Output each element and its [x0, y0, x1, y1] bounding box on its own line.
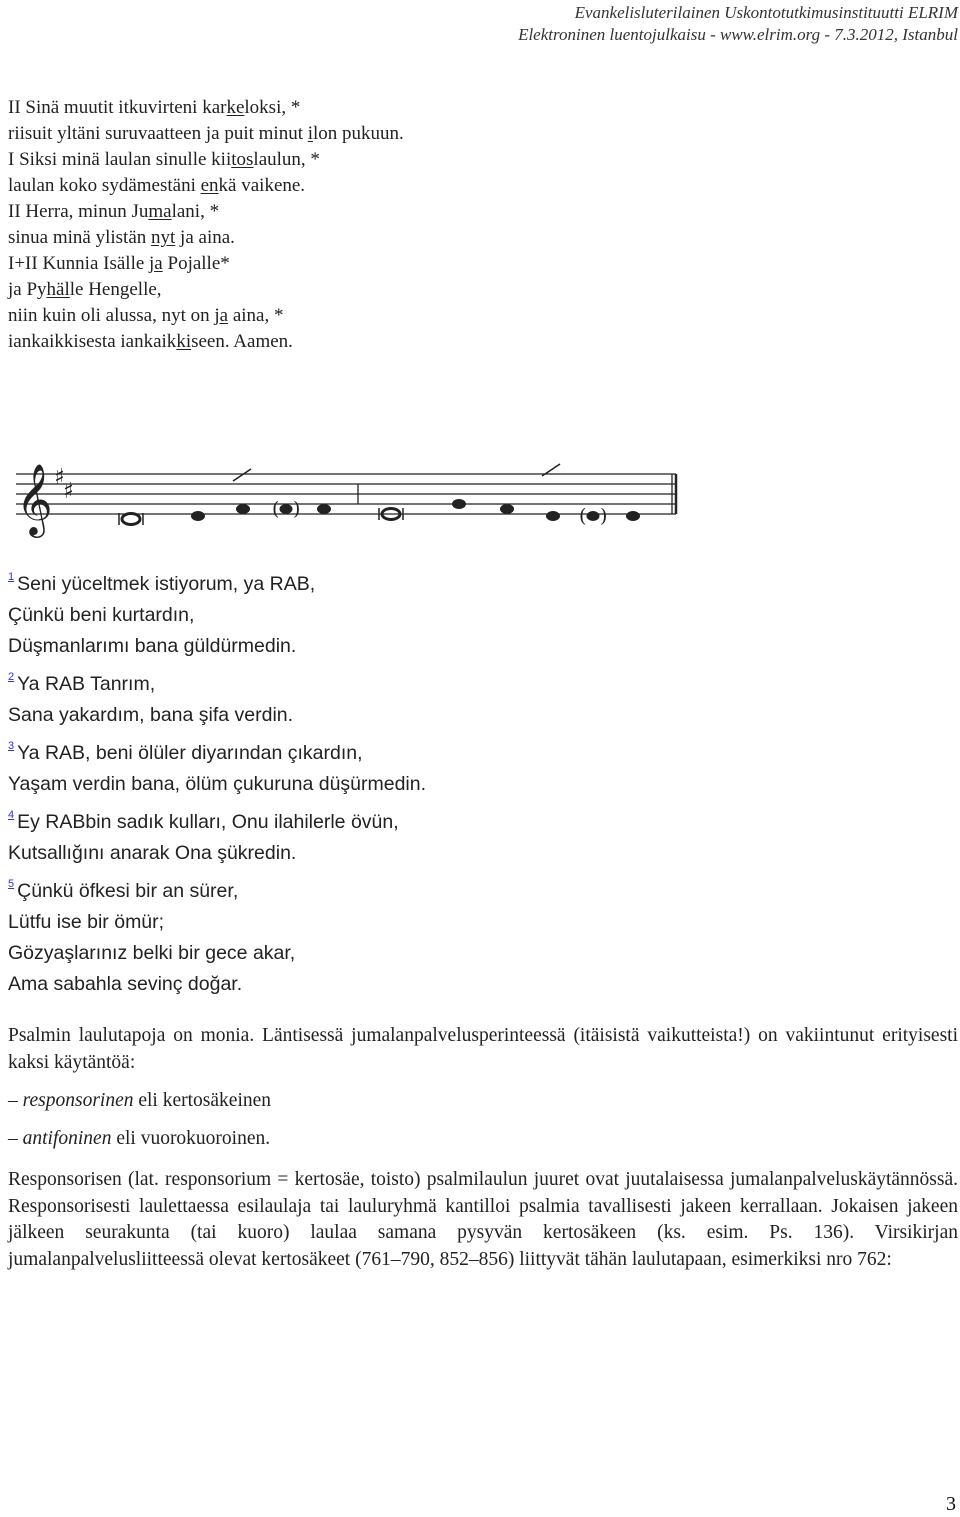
- psalm-line: [8, 199, 404, 225]
- verse-text: Çünkü beni kurtardın,: [8, 604, 195, 626]
- accent-syllable: en: [200, 175, 219, 196]
- accent-syllable: ki: [176, 331, 192, 352]
- verse-line: [8, 869, 426, 907]
- svg-text:(: (: [272, 498, 280, 520]
- verse-line: [8, 631, 426, 662]
- psalm-line: [8, 303, 404, 329]
- psalm-line-part: laulun, *: [253, 149, 320, 170]
- page-header: [518, 2, 958, 46]
- psalm-line-part: aina, *: [228, 305, 284, 326]
- psalm-line-part: lani, *: [171, 201, 220, 222]
- svg-text:(: (: [579, 505, 587, 527]
- accent-syllable: tos: [231, 149, 254, 170]
- psalm-line-part: II Sinä muutit itkuvirteni kar: [8, 97, 227, 118]
- accent-syllable: ke: [226, 97, 245, 118]
- accent-syllable: nyt: [151, 227, 176, 248]
- verse-line: [8, 562, 426, 600]
- svg-text:): ): [293, 498, 301, 520]
- accent-syllable: i: [307, 123, 314, 144]
- page-number: 3: [946, 1493, 956, 1515]
- psalm-line: [8, 277, 404, 303]
- sharp-icon: ♯: [63, 479, 74, 504]
- verse-text: Çünkü öfkesi bir an sürer,: [17, 880, 239, 902]
- svg-text:): ): [600, 505, 608, 527]
- treble-clef-icon: 𝄞: [16, 462, 53, 535]
- verse-text: Ey RABbin sadık kulları, Onu ilahilerle övün,: [17, 811, 399, 833]
- verse-line: [8, 800, 426, 838]
- accent-syllable: ja: [149, 253, 163, 274]
- list-item-text: eli vuorokuoroinen.: [111, 1128, 271, 1149]
- list-item-antifoninen: [8, 1128, 270, 1150]
- verse-number-link[interactable]: 2: [8, 671, 15, 683]
- verse-text: Lütfu ise bir ömür;: [8, 911, 165, 933]
- accent-syllable: ma: [148, 201, 172, 222]
- psalm-line-part: lon pukuun.: [313, 123, 404, 144]
- verse-number-link[interactable]: 3: [8, 740, 15, 752]
- verse-line: [8, 769, 426, 800]
- psalm-line-part: I+II Kunnia Isälle: [8, 253, 150, 274]
- psalm-line-part: iankaikkisesta iankaik: [8, 331, 177, 352]
- psalm-line: [8, 329, 404, 355]
- paragraph-laulutavat: Psalmin laulutapoja on monia. Läntisessä jumalanpalvelusperinteessä (itäisistä vaikutteista!) on vakiintunut erityisesti kaksi käytäntöä:: [8, 1025, 958, 1073]
- verse-line: [8, 838, 426, 869]
- verse-text: Yaşam verdin bana, ölüm çukuruna düşürmedin.: [8, 773, 427, 795]
- list-dash: –: [8, 1090, 23, 1111]
- verse-text: Ya RAB Tanrım,: [17, 673, 156, 695]
- music-staff: [16, 450, 681, 540]
- psalm-line-part: ja aina.: [175, 227, 235, 248]
- psalm-line-part: loksi, *: [244, 97, 301, 118]
- verse-line: [8, 938, 426, 969]
- verse-line: [8, 731, 426, 769]
- verse-number-link[interactable]: 4: [8, 809, 15, 821]
- psalm-line-part: sinua minä ylistän: [8, 227, 152, 248]
- finnish-psalm-text: [8, 95, 404, 355]
- psalm-line: [8, 121, 404, 147]
- verse-line: [8, 700, 426, 731]
- verse-text: Seni yüceltmek istiyorum, ya RAB,: [17, 573, 316, 595]
- header-line-1: Evankelisluterilainen Uskontotutkimusinstituutti ELRIM: [574, 3, 958, 22]
- psalm-line: [8, 95, 404, 121]
- turkish-psalm-text: [8, 562, 426, 1000]
- term-antifoninen: antifoninen: [22, 1128, 112, 1149]
- psalm-line-part: le Hengelle,: [69, 279, 162, 300]
- psalm-line-part: Pojalle*: [162, 253, 230, 274]
- verse-line: [8, 969, 426, 1000]
- list-dash: –: [8, 1128, 23, 1149]
- verse-number-link[interactable]: 5: [8, 878, 15, 890]
- header-line-2: Elektroninen luentojulkaisu - www.elrim.org - 7.3.2012, Istanbul: [518, 25, 958, 44]
- psalm-line-part: ja Py: [8, 279, 47, 300]
- sharp-icon: ♯: [54, 465, 65, 490]
- term-responsorinen: responsorinen: [22, 1090, 134, 1111]
- verse-number-link[interactable]: 1: [8, 571, 15, 583]
- verse-line: [8, 907, 426, 938]
- psalm-line-part: niin kuin oli alussa, nyt on: [8, 305, 215, 326]
- verse-line: [8, 600, 426, 631]
- verse-text: Kutsallığını anarak Ona şükredin.: [8, 842, 297, 864]
- psalm-line-part: laulan koko sydämestäni: [8, 175, 201, 196]
- psalm-line: [8, 147, 404, 173]
- psalm-line: [8, 173, 404, 199]
- psalm-line-part: I Siksi minä laulan sinulle kii: [8, 149, 232, 170]
- verse-text: Gözyaşlarınız belki bir gece akar,: [8, 942, 296, 964]
- psalm-line: [8, 225, 404, 251]
- psalm-line-part: II Herra, minun Ju: [8, 201, 149, 222]
- verse-text: Düşmanlarımı bana güldürmedin.: [8, 635, 297, 657]
- list-item-text: eli kertosäkeinen: [133, 1090, 272, 1111]
- psalm-line-part: seen. Aamen.: [191, 331, 293, 352]
- verse-text: Ya RAB, beni ölüler diyarından çıkardın,: [17, 742, 363, 764]
- list-item-responsorinen: [8, 1090, 271, 1112]
- psalm-line-part: riisuit yltäni suruvaatteen ja puit minut: [8, 123, 308, 144]
- verse-line: [8, 662, 426, 700]
- psalm-line: [8, 251, 404, 277]
- verse-text: Sana yakardım, bana şifa verdin.: [8, 704, 294, 726]
- accent-syllable: ja: [214, 305, 229, 326]
- accent-syllable: häl: [46, 279, 70, 300]
- verse-text: Ama sabahla sevinç doğar.: [8, 973, 243, 995]
- paragraph-responsorinen: Responsorisen (lat. responsorium = kertosäe, toisto) psalmilaulun juuret ovat juutalaisessa jumalanpalveluskäytännössä. Responsorisesti laulettaessa esilaulaja tai lauluryhmä kantilloi psalmia tavallisesti jakeen kerrallaan. Jokaisen jakeen jälkeen seurakunta (tai kuoro) laulaa samana pysyvän kertosäkeen (ks. esim. Ps. 136). Virsikirjan jumalanpalvelusliitteessä olevat kertosäkeet (761–790, 852–856) liittyvät tähän laulutapaan, esimerkiksi nro 762:: [8, 1169, 958, 1270]
- psalm-line-part: kä vaikene.: [218, 175, 306, 196]
